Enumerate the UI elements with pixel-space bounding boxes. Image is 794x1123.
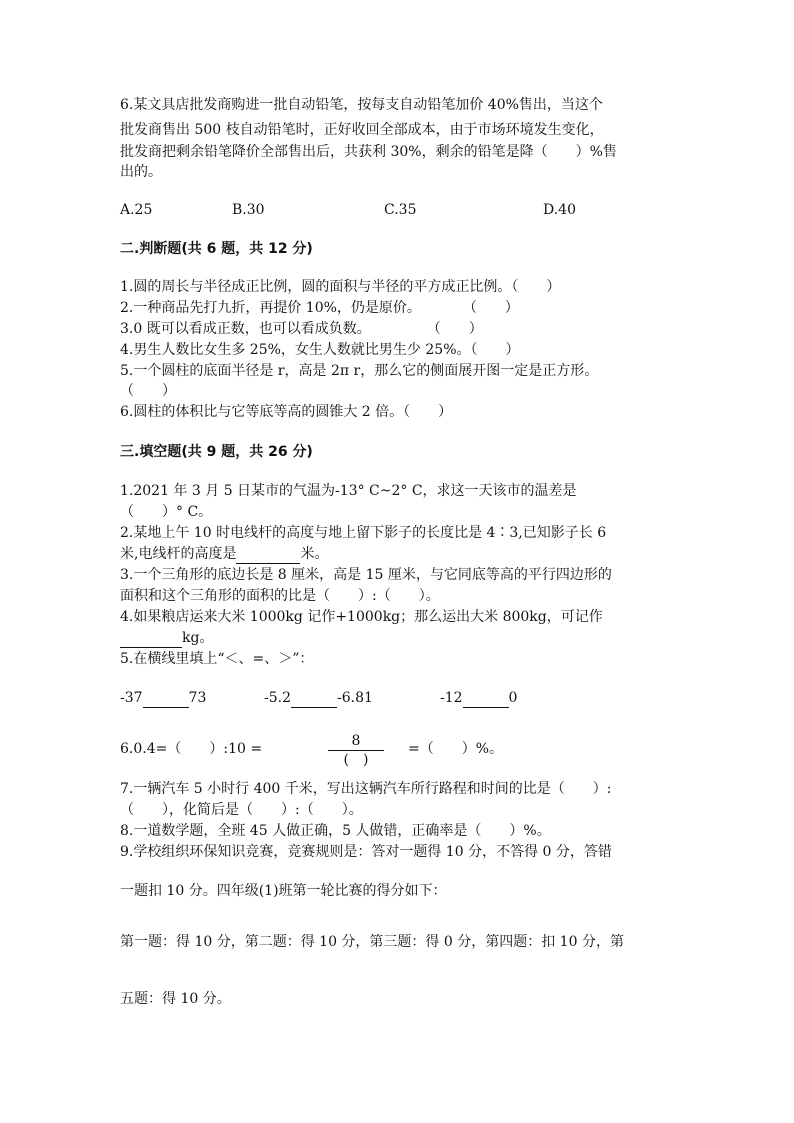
fill-q2-text-a: 米,电线杆的高度是 <box>120 546 237 562</box>
judge-item-4: 4.男生人数比女生多 25%，女生人数就比男生少 25%。（ ） <box>120 342 520 358</box>
fill-q7-line-2: （ ），化简后是（ ）:（ ）。 <box>120 802 363 818</box>
fill-q4-unit: kg。 <box>182 630 214 646</box>
judge-item-6: 6.圆柱的体积比与它等底等高的圆锥大 2 倍。（ ） <box>120 404 453 420</box>
answer-blank[interactable] <box>120 629 182 648</box>
fill-q3-line-2: 面积和这个三角形的面积的比是（ ）:（ ）。 <box>120 588 440 604</box>
option-b: B.30 <box>232 202 265 218</box>
fill-q6-left: 6.0.4=（ ）:10 = <box>120 741 263 757</box>
q6-line-2: 批发商售出 500 枝自动铅笔时，正好收回全部成本，由于市场环境发生变化， <box>120 122 604 138</box>
fraction <box>326 732 386 769</box>
option-d: D.40 <box>543 202 576 218</box>
fill-q1-line-1: 1.2021 年 3 月 5 日某市的气温为-13° C~2° C，求这一天该市的温差是 <box>120 483 577 499</box>
option-c: C.35 <box>384 202 417 218</box>
fill-q3-line-1: 3.一个三角形的底边长是 8 厘米，高是 15 厘米，与它同底等高的平行四边形的 <box>120 567 612 583</box>
fraction-denominator: ( ) <box>343 752 369 768</box>
section-2-heading: 二.判断题(共 6 题，共 12 分) <box>120 241 313 257</box>
compare-blank[interactable] <box>463 689 509 708</box>
fill-q8-line: 8.一道数学题，全班 45 人做正确，5 人做错，正确率是（ ）%。 <box>120 823 551 839</box>
compare-item-1 <box>120 689 206 708</box>
answer-blank[interactable] <box>236 545 300 564</box>
fill-q4-line-2 <box>120 629 213 648</box>
compare-right: 73 <box>188 690 207 706</box>
q6-line-4: 出的。 <box>120 164 162 180</box>
fill-q4-line-1: 4.如果粮店运来大米 1000kg 记作+1000kg；那么运出大米 800kg，可记作 <box>120 609 603 625</box>
judge-item-2: 2.一种商品先打九折，再提价 10%，仍是原价。 （ ） <box>120 300 519 316</box>
fill-q9-line-1: 9.学校组织环保知识竞赛，竞赛规则是：答对一题得 10 分，不答得 0 分，答错 <box>120 844 612 860</box>
compare-right: -6.81 <box>337 690 373 706</box>
compare-blank[interactable] <box>291 689 337 708</box>
compare-left: -12 <box>440 690 463 706</box>
compare-left: -5.2 <box>264 690 291 706</box>
compare-left: -37 <box>120 690 143 706</box>
judge-item-1: 1.圆的周长与半径成正比例，圆的面积与半径的平方成正比例。（ ） <box>120 279 561 295</box>
fraction-numerator: 8 <box>351 733 361 749</box>
q6-line-1: 6.某文具店批发商购进一批自动铅笔，按每支自动铅笔加价 40%售出，当这个 <box>120 97 603 113</box>
fill-q1-line-2: （ ）° C。 <box>120 504 213 520</box>
q6-line-3: 批发商把剩余铅笔降价全部售出后，共获利 30%，剩余的铅笔是降（ ）%售 <box>120 144 617 160</box>
fill-q9-line-3: 第一题：得 10 分，第二题：得 10 分，第三题：得 0 分，第四题：扣 10 分，第 <box>120 934 624 950</box>
judge-item-5: 5.一个圆柱的底面半径是 r，高是 2π r，那么它的侧面展开图一定是正方形。 <box>120 363 599 379</box>
fill-q9-line-4: 五题：得 10 分。 <box>120 991 231 1007</box>
compare-blank[interactable] <box>143 689 189 708</box>
fill-q2-line-2 <box>120 545 328 564</box>
judge-item-5-cont: （ ） <box>120 383 176 399</box>
fill-q9-line-2: 一题扣 10 分。四年级(1)班第一轮比赛的得分如下： <box>120 883 447 899</box>
compare-item-2 <box>264 689 373 708</box>
compare-right: 0 <box>508 690 518 706</box>
section-3-heading: 三.填空题(共 9 题，共 26 分) <box>120 444 313 460</box>
fill-q2-line-1: 2.某地上午 10 时电线杆的高度与地上留下影子的长度比是 4∶3,已知影子长 6 <box>120 525 607 541</box>
fill-q7-line-1: 7.一辆汽车 5 小时行 400 千米，写出这辆汽车所行路程和时间的比是（ ）: <box>120 781 612 797</box>
fill-q2-text-b: 米。 <box>300 546 329 562</box>
fill-q5-line: 5.在横线里填上“＜、=、＞”： <box>120 651 314 667</box>
compare-item-3 <box>440 689 517 708</box>
judge-item-3: 3.0 既可以看成正数，也可以看成负数。 （ ） <box>120 321 483 337</box>
fill-q6-right: =（ ）%。 <box>408 741 504 757</box>
option-a: A.25 <box>120 202 153 218</box>
